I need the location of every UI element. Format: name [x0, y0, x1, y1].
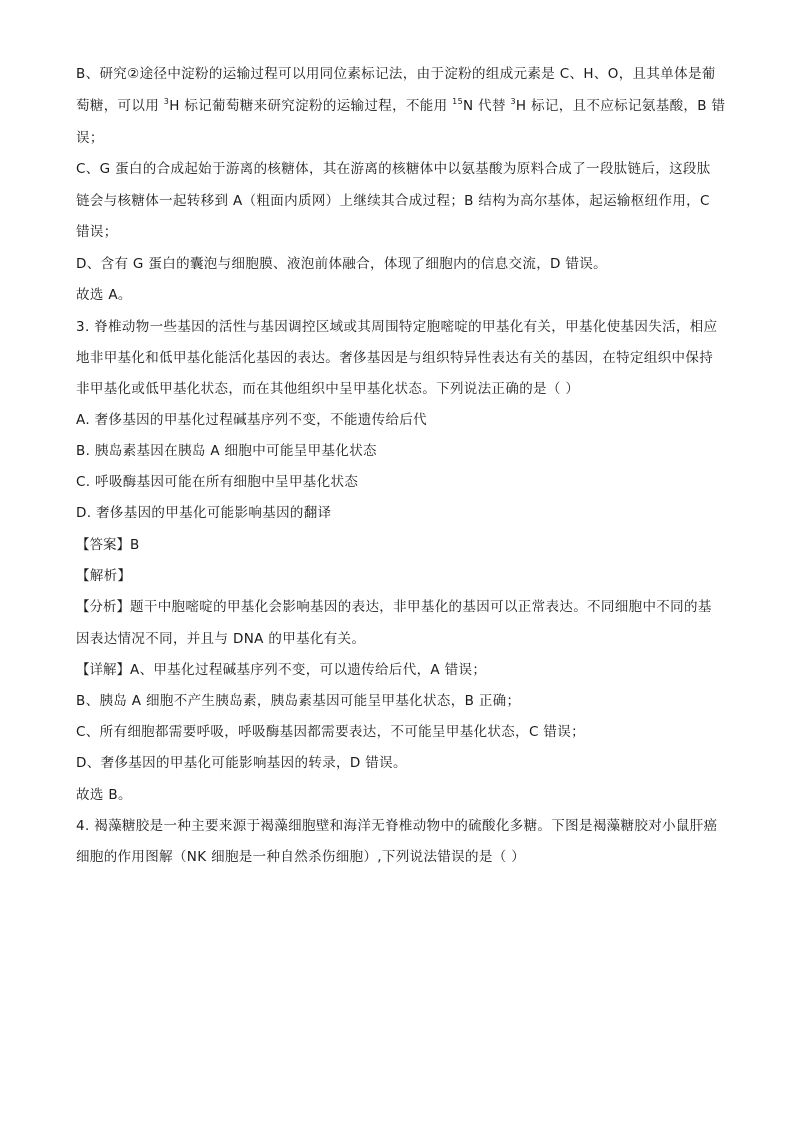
- xiangjie-tag: 【详解】: [76, 662, 130, 678]
- q3-option-d-block: [76, 503, 726, 523]
- q2-option-c-line1: C、G 蛋白的合成起始于游离的核糖体，其在游离的核糖体中以氨基酸为原料合成了一段肽链后，这段肽: [76, 161, 711, 177]
- q4-stem-line1-block: [76, 816, 726, 836]
- q3-option-d: D. 奢侈基因的甲基化可能影响基因的翻译: [76, 505, 332, 521]
- fenxi-tag: 【分析】: [76, 599, 130, 615]
- xiangjie-a: A、甲基化过程碱基序列不变，可以遗传给后代，A 错误；: [130, 662, 487, 678]
- q2-option-c-line2-block: [76, 191, 726, 211]
- q2-option-b-line1: B、研究②途径中淀粉的运输过程可以用同位素标记法，由于淀粉的组成元素是 C、H、O，且其单体是葡: [76, 66, 716, 82]
- q2-option-d-block: [76, 254, 726, 274]
- answer-value: B: [130, 537, 140, 553]
- q3-xiangjie-d-block: [76, 753, 726, 773]
- fenxi-line1: 题干中胞嘧啶的甲基化会影响基因的表达，非甲基化的基因可以正常表达。不同细胞中不同的基: [130, 599, 712, 615]
- q3-option-c-block: [76, 472, 726, 492]
- q3-answer-block: [76, 535, 726, 555]
- q2-option-c-line2: 链会与核糖体一起转移到 A（粗面内质网）上继续其合成过程；B 结构为高尔基体，起运输枢纽作用，C: [76, 193, 710, 209]
- q3-conclusion: 故选 B。: [76, 787, 132, 803]
- q3-option-c: C. 呼吸酶基因可能在所有细胞中呈甲基化状态: [76, 474, 359, 490]
- superscript: 15: [452, 96, 464, 106]
- q2-option-b-line2: [76, 96, 726, 116]
- superscript: 3: [163, 96, 170, 106]
- q3-option-b: B. 胰岛素基因在胰岛 A 细胞中可能呈甲基化状态: [76, 443, 377, 459]
- superscript: 3: [510, 96, 516, 106]
- fenxi-line2: 因表达情况不同，并且与 DNA 的甲基化有关。: [76, 631, 366, 647]
- q3-stem-line3: 非甲基化或低甲基化状态，而在其他组织中呈甲基化状态。下列说法正确的是（ ）: [76, 381, 580, 397]
- q2-conclusion: 故选 A。: [76, 287, 132, 303]
- q3-fenxi-line1-block: [76, 597, 726, 617]
- q2-option-c-line3: 错误；: [76, 224, 118, 240]
- text-span: H 标记葡萄糖来研究淀粉的运输过程，不能用: [169, 98, 453, 114]
- q3-stem-line2-block: [76, 348, 726, 368]
- xiangjie-d: D、奢侈基因的甲基化可能影响基因的转录，D 错误。: [76, 755, 407, 771]
- q4-stem-line2: 细胞的作用图解（NK 细胞是一种自然杀伤细胞）,下列说法错误的是（ ）: [76, 849, 526, 865]
- q2-option-c-line3-block: [76, 222, 726, 242]
- q2-option-c-line1-block: [76, 159, 726, 179]
- answer-tag: 【答案】: [76, 537, 130, 553]
- q3-stem-line1-block: [76, 317, 726, 337]
- q3-conclusion-block: [76, 785, 726, 805]
- q4-stem-line1: 4. 褐藻糖胶是一种主要来源于褐藻细胞壁和海洋无脊椎动物中的硫酸化多糖。下图是褐藻糖胶对小鼠肝癌: [76, 818, 718, 834]
- xiangjie-b: B、胰岛 A 细胞不产生胰岛素，胰岛素基因可能呈甲基化状态，B 正确；: [76, 693, 521, 709]
- q3-option-a-block: [76, 410, 726, 430]
- q3-stem-line1: 3. 脊椎动物一些基因的活性与基因调控区域或其周围特定胞嘧啶的甲基化有关，甲基化使基因失活，相应: [76, 319, 718, 335]
- q2-conclusion-block: [76, 285, 726, 305]
- q3-xiangjie-c-block: [76, 722, 726, 742]
- q2-option-d-line1: D、含有 G 蛋白的囊泡与细胞膜、液泡前体融合，体现了细胞内的信息交流，D 错误。: [76, 256, 607, 272]
- q3-option-a: A. 奢侈基因的甲基化过程碱基序列不变，不能遗传给后代: [76, 412, 428, 428]
- text-span: N 代替: [463, 98, 511, 114]
- q3-xiangjie-a-block: [76, 660, 726, 680]
- q3-stem-line3-block: [76, 379, 726, 399]
- xiangjie-c: C、所有细胞都需要呼吸，呼吸酶基因都需要表达，不可能呈甲基化状态，C 错误；: [76, 724, 585, 740]
- q2-option-b-line3: 误；: [76, 130, 104, 146]
- q3-fenxi-line2-block: [76, 629, 726, 649]
- q2-explanation-tail: [76, 64, 726, 84]
- q2-option-b-line3-block: [76, 128, 726, 148]
- q3-stem-line2: 地非甲基化和低甲基化能活化基因的表达。奢侈基因是与组织特异性表达有关的基因，在特定组织中保持: [76, 350, 714, 366]
- q3-option-b-block: [76, 441, 726, 461]
- q3-xiangjie-b-block: [76, 691, 726, 711]
- q3-analysis-tag-block: [76, 566, 726, 586]
- analysis-tag: 【解析】: [76, 568, 132, 584]
- text-span: 萄糖，可以用: [76, 98, 164, 114]
- q4-stem-line2-block: [76, 847, 726, 867]
- text-span: H 标记，且不应标记氨基酸，B 错: [515, 98, 726, 114]
